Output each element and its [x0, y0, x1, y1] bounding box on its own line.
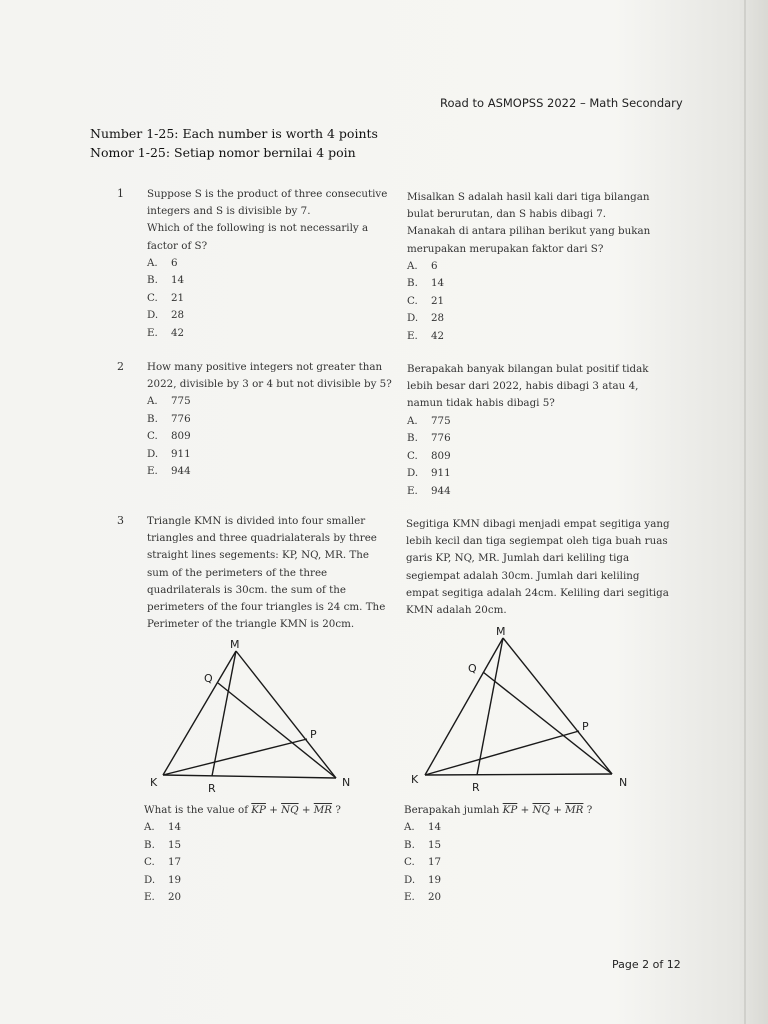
- label-k: K: [411, 773, 419, 786]
- question-2-english: [147, 359, 392, 481]
- option-b: B. 776: [147, 412, 191, 425]
- label-p: P: [310, 728, 317, 741]
- option-b: B. 15: [144, 838, 182, 851]
- option-d: D. 19: [404, 873, 442, 886]
- option-c: C. 809: [407, 449, 451, 462]
- question-text-line: triangles and three quadrialaterals by three: [147, 532, 377, 545]
- segment-nq-term: $\overline{NQ}$: [281, 804, 299, 816]
- question-text-line: lebih besar dari 2022, habis dibagi 3 atau 4,: [407, 380, 639, 393]
- label-n: N: [619, 776, 628, 789]
- option-e: E. 42: [147, 326, 185, 339]
- instructions-english: Number 1-25: Each number is worth 4 points: [90, 126, 378, 141]
- question-text-line: Suppose S is the product of three consecutive: [147, 188, 388, 200]
- option-b: B. 776: [407, 432, 451, 445]
- option-e: E. 42: [407, 329, 445, 342]
- question-text-line: namun tidak habis dibagi 5?: [407, 397, 555, 410]
- label-n: N: [342, 776, 351, 789]
- question-2-number: 2: [117, 360, 124, 373]
- option-d: D. 911: [407, 467, 451, 480]
- question-text-line: quadrilaterals is 30cm. the sum of the: [147, 583, 347, 596]
- question-1-english: [147, 186, 387, 342]
- question-text-line: merupakan merupakan faktor dari S?: [407, 242, 604, 255]
- option-c: C. 809: [147, 430, 191, 443]
- answer-options: [147, 255, 387, 343]
- question-text-line: Which of the following is not necessarily a: [147, 222, 369, 235]
- segment-km: [425, 638, 503, 775]
- question-text-line: straight lines segements: KP, NQ, MR. The: [147, 549, 369, 562]
- segment-mr-term: $\overline{MR}$: [565, 804, 584, 816]
- option-c: C. 17: [144, 856, 182, 869]
- segment-nq: [483, 672, 612, 774]
- question-text-line: Berapakah banyak bilangan bulat positif tidak: [407, 363, 649, 375]
- question-3-number: 3: [117, 514, 124, 527]
- label-q: Q: [468, 662, 477, 675]
- page-header: Road to ASMOPSS 2022 – Math Secondary: [440, 96, 683, 110]
- option-d: D. 19: [144, 873, 182, 886]
- question-text-line: Perimeter of the triangle KMN is 20cm.: [147, 618, 355, 631]
- answer-options: [404, 819, 592, 907]
- question-text-line: Manakah di antara pilihan berikut yang bukan: [407, 225, 651, 238]
- question-3-ask-indonesian: [404, 802, 592, 907]
- segment-km: [163, 651, 236, 775]
- question-ask: Berapakah jumlah $\overline{KP} + \overline{NQ} + \overline{MR}$ ?: [404, 804, 593, 816]
- answer-options: [147, 393, 392, 481]
- option-c: C. 21: [147, 291, 185, 304]
- question-text-line: How many positive integers not greater than: [147, 361, 383, 373]
- option-a: A. 6: [407, 259, 438, 272]
- question-text-line: integers and S is divisible by 7.: [147, 205, 311, 218]
- option-c: C. 21: [407, 294, 445, 307]
- question-text-line: Segitiga KMN dibagi menjadi empat segitiga yang: [406, 518, 670, 530]
- question-1-number: 1: [117, 187, 124, 200]
- option-e: E. 20: [144, 891, 182, 904]
- question-text-line: empat segitiga adalah 24cm. Keliling dari segitiga: [406, 586, 669, 599]
- instructions-indonesian: Nomor 1-25: Setiap nomor bernilai 4 poin: [90, 145, 356, 160]
- answer-options: [144, 819, 341, 907]
- segment-mn: [236, 651, 336, 778]
- instructions: [90, 124, 378, 162]
- question-text-line: Misalkan S adalah hasil kali dari tiga bilangan: [407, 191, 650, 203]
- option-b: B. 14: [147, 274, 185, 287]
- option-d: D. 28: [407, 312, 445, 325]
- triangle-kmn-figure-english: [140, 632, 370, 802]
- question-text-line: sum of the perimeters of the three: [147, 566, 328, 579]
- option-a: A. 14: [404, 821, 442, 834]
- question-text-line: KMN adalah 20cm.: [406, 604, 507, 617]
- option-a: A. 775: [147, 395, 191, 408]
- label-q: Q: [204, 672, 213, 685]
- page-edge-shadow: [744, 0, 746, 1024]
- segment-kp-term: $\overline{KP}$: [502, 804, 518, 816]
- label-k: K: [150, 776, 158, 789]
- segment-nq: [218, 683, 336, 778]
- segment-mr-term: $\overline{MR}$: [313, 804, 333, 816]
- question-text-line: segiempat adalah 30cm. Jumlah dari keliling: [406, 569, 640, 582]
- question-text-line: Triangle KMN is divided into four smaller: [147, 515, 366, 527]
- label-r: R: [208, 782, 216, 795]
- option-d: D. 28: [147, 309, 185, 322]
- option-a: A. 14: [144, 821, 182, 834]
- question-text-line: 2022, divisible by 3 or 4 but not divisible by 5?: [147, 378, 392, 391]
- question-text-line: lebih kecil dan tiga segiempat oleh tiga buah ruas: [406, 535, 668, 548]
- option-e: E. 944: [407, 484, 451, 497]
- segment-kp: [425, 731, 579, 775]
- label-m: M: [496, 625, 506, 638]
- question-ask: What is the value of $\overline{KP} + \overline{NQ} + \overline{MR}$ ?: [144, 804, 341, 816]
- question-text-line: perimeters of the four triangles is 24 cm. The: [147, 601, 386, 614]
- segment-kp-term: $\overline{KP}$: [251, 804, 266, 816]
- page-number: Page 2 of 12: [612, 958, 681, 971]
- question-2-indonesian: [407, 361, 649, 500]
- option-b: B. 14: [407, 277, 445, 290]
- option-a: A. 775: [407, 414, 451, 427]
- segment-kp: [163, 739, 307, 775]
- label-p: P: [582, 720, 589, 733]
- segment-kn: [425, 774, 612, 775]
- option-c: C. 17: [404, 856, 442, 869]
- option-e: E. 944: [147, 465, 191, 478]
- triangle-kmn-figure-indonesian: [400, 618, 640, 798]
- segment-mn: [503, 638, 612, 774]
- question-3-indonesian: [406, 516, 670, 619]
- option-b: B. 15: [404, 838, 442, 851]
- answer-options: [407, 413, 649, 501]
- question-text-line: factor of S?: [147, 239, 208, 252]
- option-e: E. 20: [404, 891, 442, 904]
- question-text-line: garis KP, NQ, MR. Jumlah dari keliling tiga: [406, 552, 630, 565]
- answer-options: [407, 258, 650, 346]
- option-d: D. 911: [147, 447, 191, 460]
- question-3-english: [147, 513, 385, 633]
- option-a: A. 6: [147, 256, 178, 269]
- question-1-indonesian: [407, 189, 650, 345]
- question-text-line: bulat berurutan, dan S habis dibagi 7.: [407, 208, 607, 221]
- label-m: M: [230, 638, 240, 651]
- segment-nq-term: $\overline{NQ}$: [532, 804, 550, 816]
- question-3-ask-english: [144, 802, 341, 907]
- label-r: R: [472, 781, 480, 794]
- segment-kn: [163, 775, 336, 778]
